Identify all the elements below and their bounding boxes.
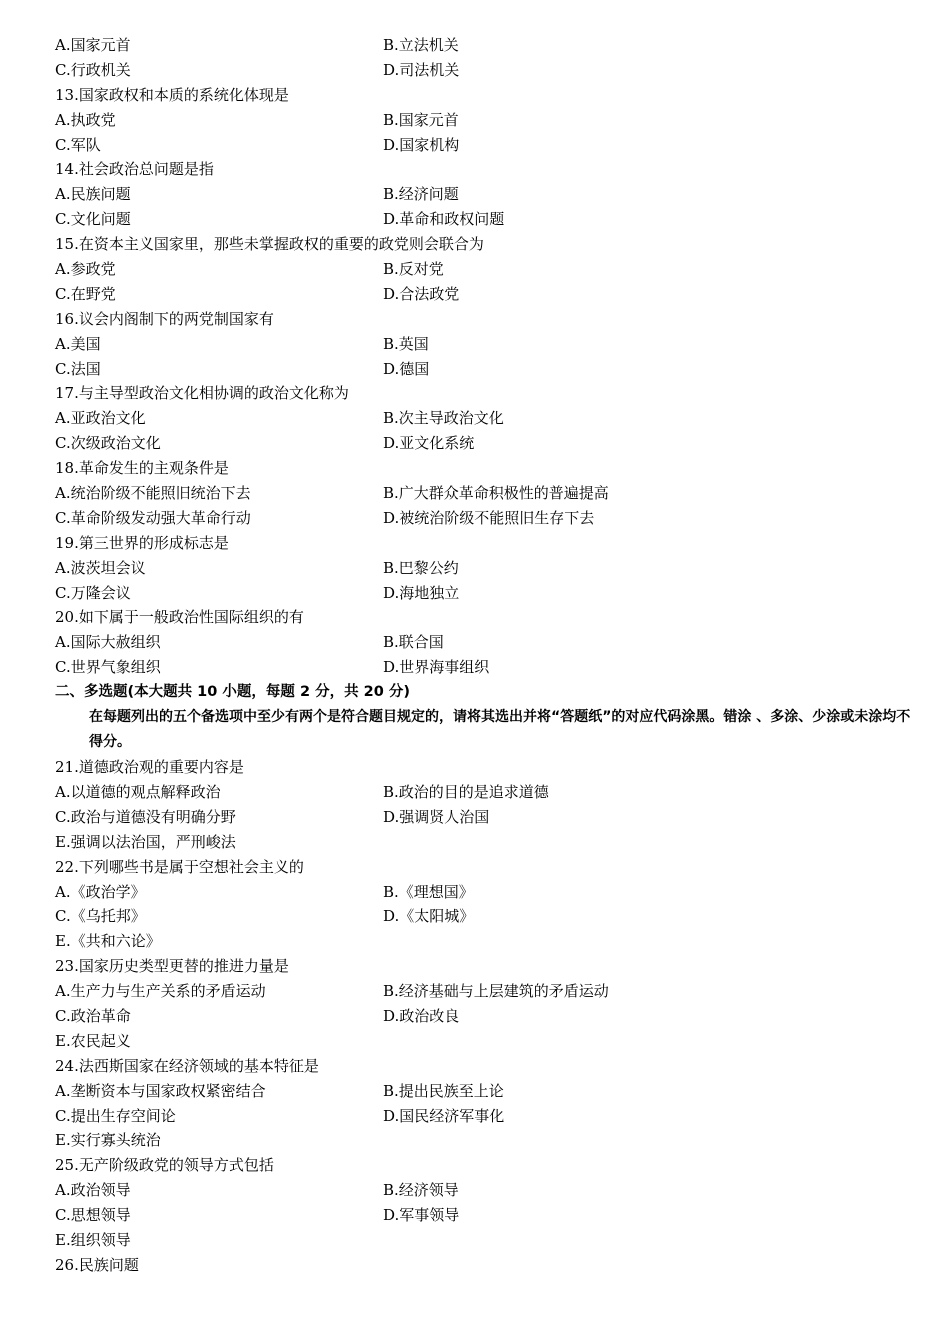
option-left: A.垄断资本与国家政权紧密结合 [55,1081,266,1100]
option-right: B.英国 [383,334,429,353]
option-right: D.国民经济军事化 [383,1106,505,1125]
option-line: E.实行寡头统治 [55,1131,161,1150]
option-left: C.《乌托邦》 [55,907,146,926]
option-right: D.被统治阶级不能照旧生存下去 [383,508,595,527]
question-line: 23.国家历史类型更替的推进力量是 [55,957,289,976]
question-line: 25.无产阶级政党的领导方式包括 [55,1156,274,1175]
option-row [55,1203,915,1228]
option-row [55,904,915,929]
option-left: A.国家元首 [55,36,131,54]
option-row [55,207,915,232]
option-row [55,556,915,581]
option-left: A.统治阶级不能照旧统治下去 [55,484,251,503]
option-right: B.反对党 [383,260,444,279]
question-line: 14.社会政治总问题是指 [55,160,214,179]
option-row [55,33,915,58]
question-line: 24.法西斯国家在经济领域的基本特征是 [55,1056,319,1075]
option-right: B.广大群众革命积极性的普遍提高 [383,484,609,503]
option-row [55,58,915,83]
option-right: B.立法机关 [383,36,459,54]
option-line: E.组织领导 [55,1230,131,1249]
option-left: C.思想领导 [55,1206,131,1225]
option-row [55,1178,915,1203]
option-left: A.生产力与生产关系的矛盾运动 [55,982,266,1001]
question-line: 13.国家政权和本质的系统化体现是 [55,85,289,104]
option-row [55,880,915,905]
option-row [55,506,915,531]
option-line: E.《共和六论》 [55,932,161,951]
option-right: B.经济问题 [383,185,459,204]
option-row [55,332,915,357]
option-left: C.革命阶级发动强大革命行动 [55,508,251,527]
section-instructions: 在每题列出的五个备选项中至少有两个是符合题目规定的，请将其选出并将“答题纸”的对应代码涂黑。错涂 、多涂、少涂或未涂均不得分。 [89,709,911,751]
option-row [55,1004,915,1029]
option-right: D.国家机构 [383,135,460,154]
option-left: C.军队 [55,135,101,154]
question-line: 15.在资本主义国家里，那些未掌握政权的重要的政党则会联合为 [55,235,484,254]
option-right: B.国家元首 [383,110,459,129]
option-right: B.经济领导 [383,1181,459,1200]
option-right: D.强调贤人治国 [383,807,490,826]
option-line: E.农民起义 [55,1031,131,1050]
option-row [55,481,915,506]
option-right: D.《太阳城》 [383,907,475,926]
option-left: C.政治与道德没有明确分野 [55,807,236,826]
option-right: B.巴黎公约 [383,558,459,577]
option-left: C.文化问题 [55,210,131,229]
option-left: A.参政党 [55,260,116,279]
option-row [55,182,915,207]
question-line: 16.议会内阁制下的两党制国家有 [55,309,274,328]
option-row [55,581,915,606]
option-left: C.万隆会议 [55,583,131,602]
option-row [55,133,915,158]
option-right: D.军事领导 [383,1206,460,1225]
option-row [55,108,915,133]
option-row [55,655,915,680]
option-left: A.国际大赦组织 [55,633,161,652]
option-right: D.政治改良 [383,1006,460,1025]
option-row [55,805,915,830]
option-left: A.政治领导 [55,1181,131,1200]
option-left: A.亚政治文化 [55,409,146,428]
option-left: A.波茨坦会议 [55,558,146,577]
option-line: E.强调以法治国，严刑峻法 [55,832,236,851]
option-right: D.司法机关 [383,60,460,79]
option-left: C.法国 [55,359,101,378]
option-right: B.次主导政治文化 [383,409,504,428]
exam-page [55,33,915,1278]
question-line: 22.下列哪些书是属于空想社会主义的 [55,857,304,876]
option-right: D.合法政党 [383,284,460,303]
option-row [55,979,915,1004]
option-left: A.执政党 [55,110,116,129]
option-left: C.提出生存空间论 [55,1106,176,1125]
option-row [55,257,915,282]
option-right: D.海地独立 [383,583,460,602]
option-right: B.联合国 [383,633,444,652]
option-row [55,1104,915,1129]
option-row [55,630,915,655]
option-left: C.次级政治文化 [55,434,161,453]
option-left: A.《政治学》 [55,882,146,901]
option-row [55,1079,915,1104]
question-line: 18.革命发生的主观条件是 [55,459,229,478]
option-left: C.世界气象组织 [55,658,161,677]
question-line: 17.与主导型政治文化相协调的政治文化称为 [55,384,349,403]
question-line: 19.第三世界的形成标志是 [55,533,229,552]
option-row [55,357,915,382]
option-right: B.经济基础与上层建筑的矛盾运动 [383,982,609,1001]
option-left: C.行政机关 [55,60,131,79]
option-right: D.世界海事组织 [383,658,490,677]
option-left: C.在野党 [55,284,116,303]
option-row [55,431,915,456]
option-right: D.革命和政权问题 [383,210,505,229]
option-row [55,406,915,431]
option-left: A.民族问题 [55,185,131,204]
option-right: D.亚文化系统 [383,434,475,453]
section-title: 二、多选题(本大题共 10 小题，每题 2 分，共 20 分) [55,684,410,701]
question-line: 26.民族问题 [55,1255,139,1274]
option-row [55,282,915,307]
option-right: D.德国 [383,359,430,378]
question-line: 20.如下属于一般政治性国际组织的有 [55,608,304,627]
option-left: C.政治革命 [55,1006,131,1025]
option-right: B.政治的目的是追求道德 [383,782,549,801]
option-right: B.《理想国》 [383,882,474,901]
question-line: 21.道德政治观的重要内容是 [55,758,244,777]
option-left: A.以道德的观点解释政治 [55,782,221,801]
option-right: B.提出民族至上论 [383,1081,504,1100]
option-left: A.美国 [55,334,101,353]
option-row [55,780,915,805]
